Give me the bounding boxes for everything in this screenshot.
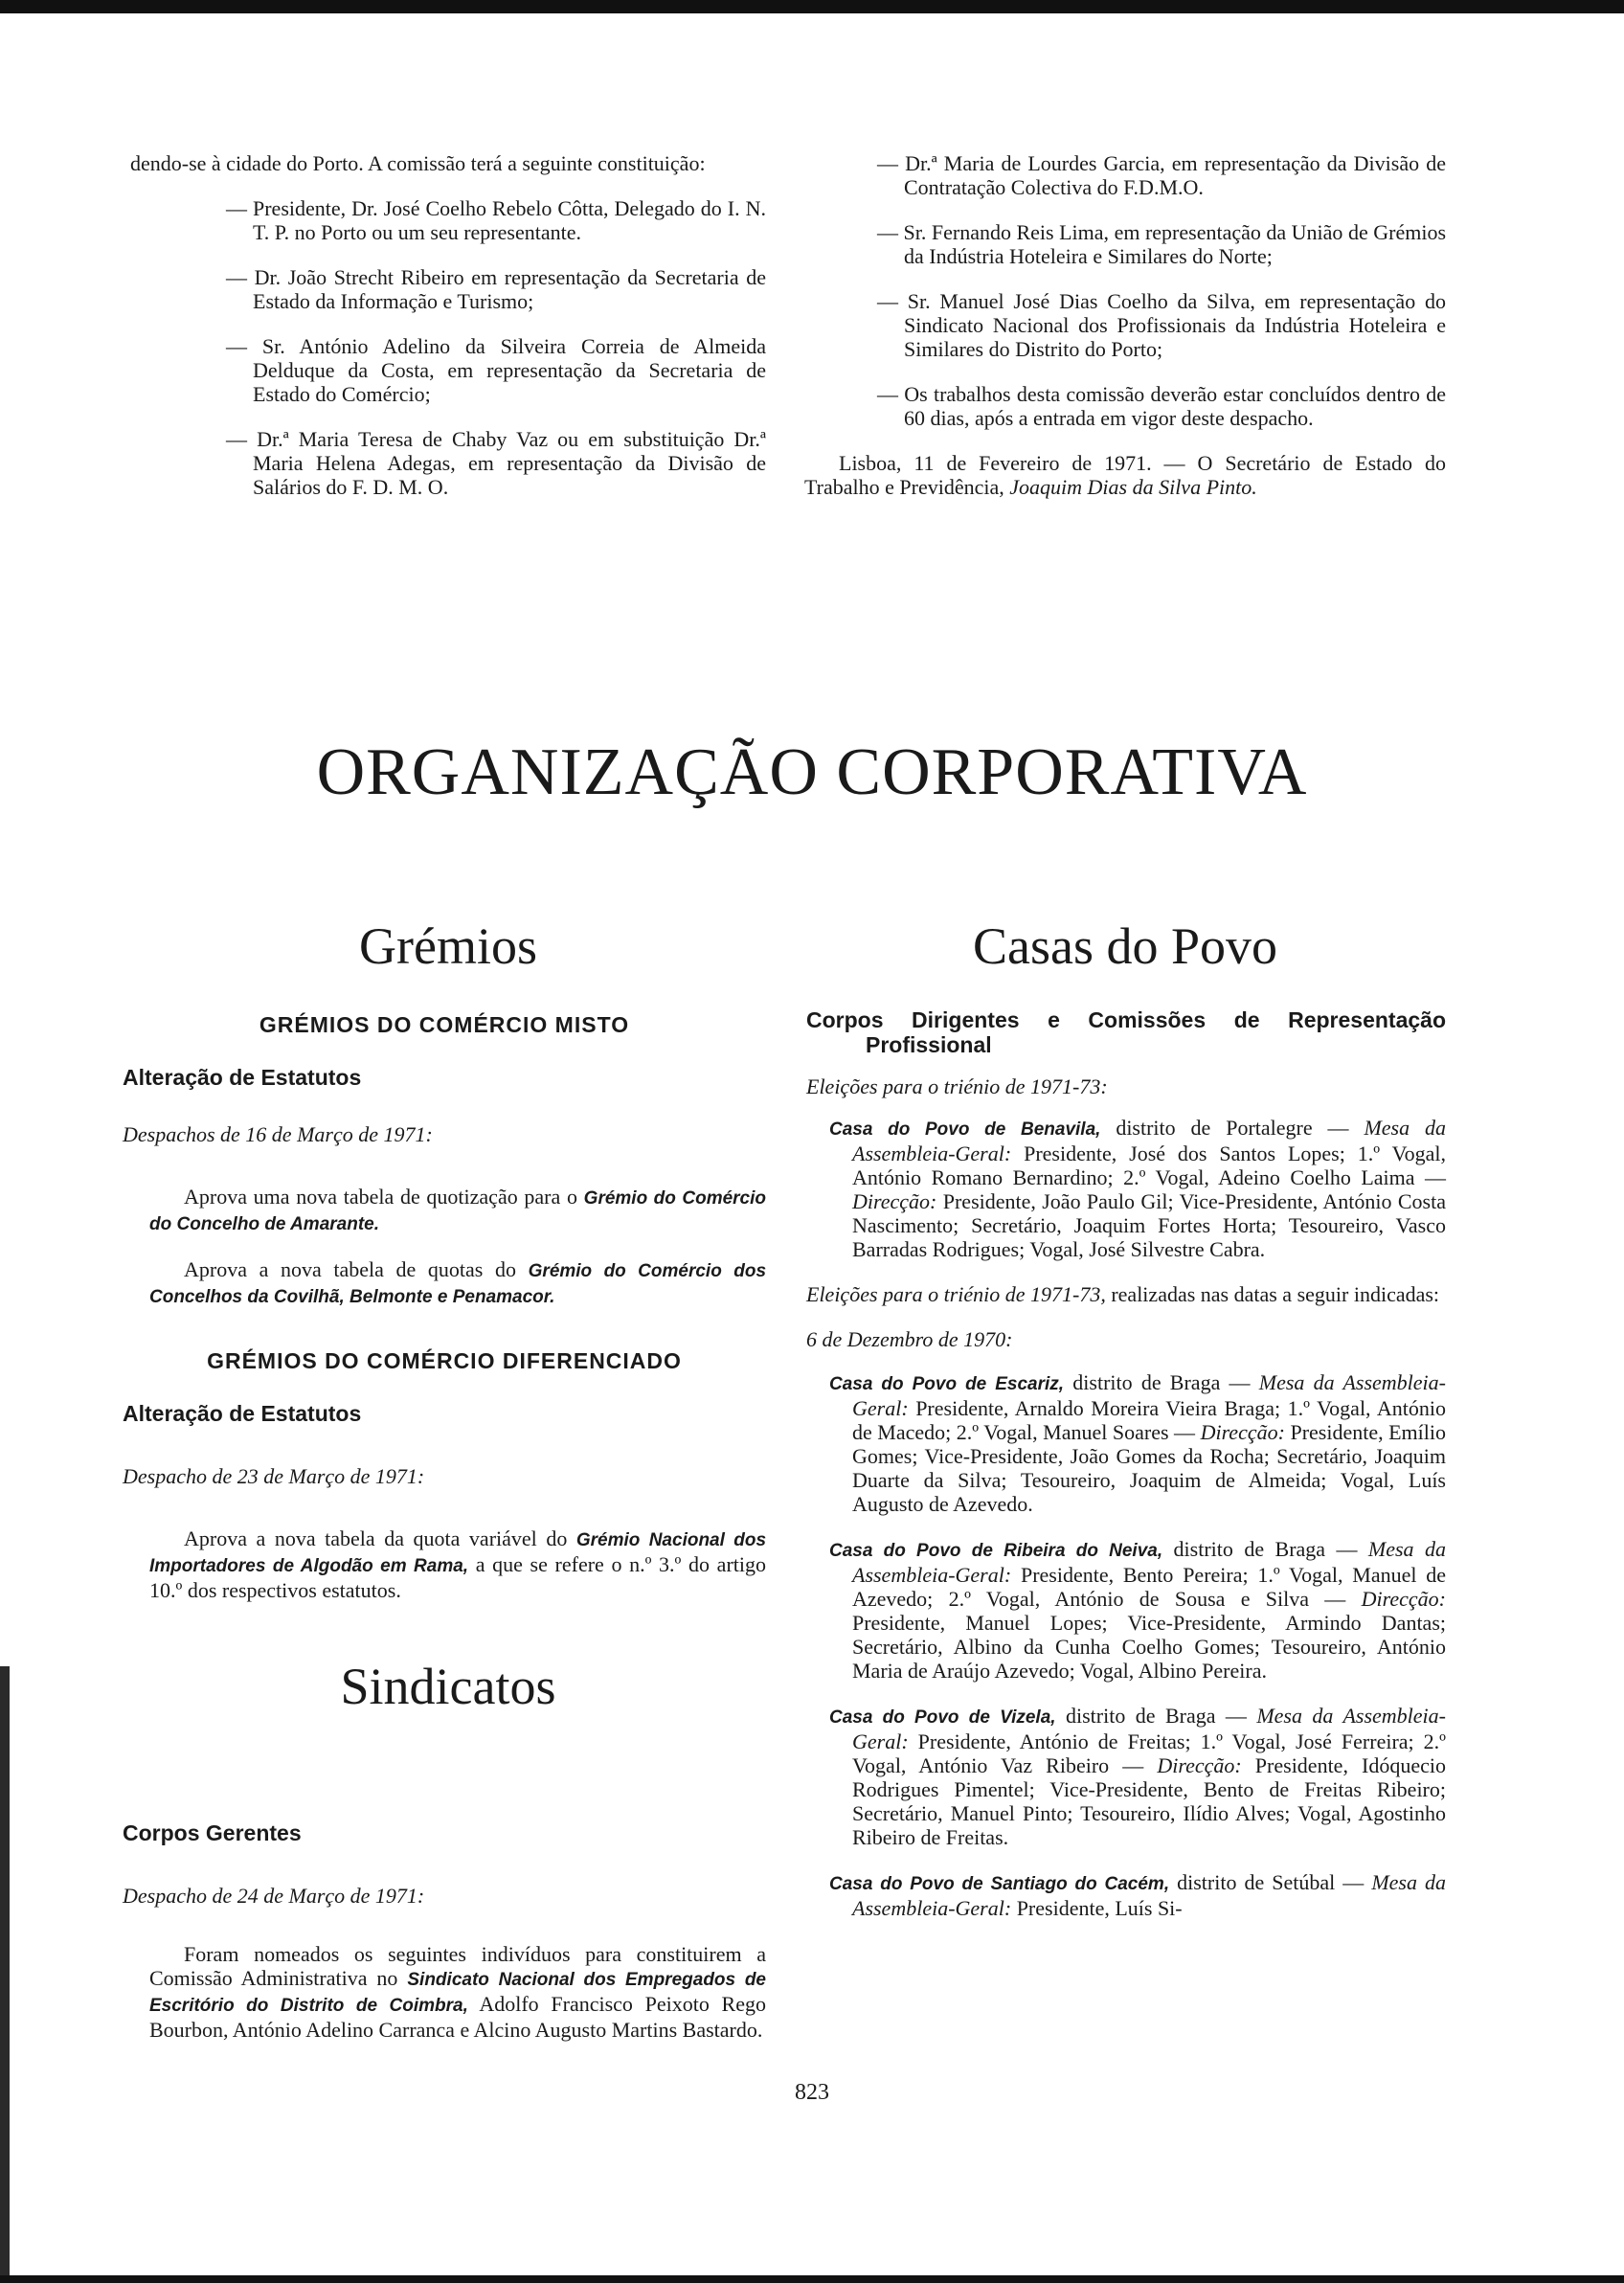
subheading-corpos-gerentes: Corpos Gerentes (123, 1820, 302, 1845)
commission-member: — Dr.ª Maria de Lourdes Garcia, em representação da Divisão de Contratação Colectiva do F.D.M.O. (877, 151, 1446, 199)
closing-paragraph (804, 451, 1446, 499)
casa-entry-santiago-do-cacem: Casa do Povo de Santiago do Cacém, distrito de Setúbal — Mesa da Assembleia-Geral: Presidente, Luís Si- (829, 1870, 1447, 1920)
casa-entry-vizela: Casa do Povo de Vizela, distrito de Braga — Mesa da Assembleia-Geral: Presidente, António de Freitas; 1.º Vogal, José Ferreira; 2.º Vogal, António Vaz Ribeiro — Direcção: Presidente, Idóquecio Rodrigues Pimentel; Vice-Presidente, Bento de Freitas Ribeiro; Secretário, Manuel Pinto; Tesoureiro, Ilídio Alves; Vogal, Agostinho Ribeiro de Freitas. (829, 1704, 1447, 1849)
intro-paragraph: dendo-se à cidade do Porto. A comissão terá a seguinte constituição: (130, 151, 706, 175)
paragraph: Aprova a nova tabela de quotas do Grémio do Comércio dos Concelhos da Covilhã, Belmonte e Penamacor. (149, 1257, 767, 1307)
despacho-line: Despacho de 23 de Março de 1971: (123, 1464, 425, 1488)
paragraph: Foram nomeados os seguintes indivíduos para constituirem a Comissão Administrativa no Sindicato Nacional dos Empregados de Escritório do Distrito de Coimbra, Adolfo Francisco Peixoto Rego Bourbon, António Adelino Carranca e Alcino Augusto Martins Bastardo. (149, 1942, 766, 2042)
casa-name: Casa do Povo de Santiago do Cacém, (829, 1874, 1170, 1894)
scan-edge-top (0, 0, 1624, 13)
left-lower-column (123, 1013, 766, 1623)
eleicoes-line: Eleições para o triénio de 1971-73: (806, 1074, 1108, 1098)
subheading-alteracao: Alteração de Estatutos (123, 1401, 362, 1426)
subheading-alteracao: Alteração de Estatutos (123, 1065, 362, 1090)
paragraph: Aprova a nova tabela da quota variável do Grémio Nacional dos Importadores de Algodão em Rama, a que se refere o n.º 3.º do artigo 10.º dos respectivos estatutos. (149, 1526, 767, 1602)
gremio-name: Grémio do Comércio dos Concelhos da Covilhã, Belmonte e Penamacor. (149, 1261, 767, 1307)
right-lower-column (806, 1007, 1446, 1941)
casa-entry-ribeira-do-neiva: Casa do Povo de Ribeira do Neiva, distrito de Braga — Mesa da Assembleia-Geral: Presidente, Bento Pereira; 1.º Vogal, Manuel de Azevedo; 2.º Vogal, António de Sousa e Silva — Direcção: Presidente, Manuel Lopes; Vice-Presidente, Armindo Dantas; Secretário, Albino da Cunha Coelho Gomes; Tesoureiro, António Maria de Araújo Azevedo; Vogal, Albino Pereira. (829, 1537, 1446, 1683)
casa-name: Casa do Povo de Vizela, (829, 1707, 1056, 1728)
commission-member: — Sr. António Adelino da Silveira Correia de Almeida Delduque da Costa, em representação da Secretaria de Estado do Comércio; (226, 334, 766, 406)
scan-edge-bottom (0, 2275, 1624, 2283)
gremio-name: Grémio Nacional dos Importadores de Algodão em Rama, (149, 1530, 767, 1576)
casa-name: Casa do Povo de Ribeira do Neiva, (829, 1541, 1163, 1561)
sindicatos-column (123, 1821, 766, 2063)
paragraph: Aprova uma nova tabela de quotização para o Grémio do Comércio do Concelho de Amarante. (149, 1185, 766, 1234)
closing-signature: Joaquim Dias da Silva Pinto. (1009, 475, 1257, 499)
section-heading-corpos: Corpos Dirigentes e Comissões de Representação Profissional (806, 1007, 1446, 1057)
sindicatos-title: Sindicatos (340, 1658, 556, 1715)
page-number: 823 (795, 2080, 829, 2105)
sindicato-name: Sindicato Nacional dos Empregados de Escritório do Distrito de Coimbra, (149, 1970, 766, 2016)
commission-member: — Dr.ª Maria Teresa de Chaby Vaz ou em substituição Dr.ª Maria Helena Adegas, em representação da Divisão de Salários do F. D. M. O. (226, 427, 766, 499)
despacho-line: Despacho de 24 de Março de 1971: (123, 1884, 425, 1908)
commission-member: — Dr. João Strecht Ribeiro em representação da Secretaria de Estado da Informação e Turismo; (226, 265, 766, 313)
eleicoes-paragraph: Eleições para o triénio de 1971-73, realizadas nas datas a seguir indicadas: (806, 1282, 1440, 1306)
casa-entry-benavila: Casa do Povo de Benavila, distrito de Portalegre — Mesa da Assembleia-Geral: Presidente, José dos Santos Lopes; 1.º Vogal, António Romano Bernardino; 2.º Vogal, Adeino Coelho Laima — Direcção: Presidente, João Paulo Gil; Vice-Presidente, António Costa Nascimento; Secretário, Joaquim Fortes Horta; Tesoureiro, Vasco Barradas Rodrigues; Vogal, José Silvestre Cabra. (829, 1116, 1446, 1261)
casa-name: Casa do Povo de Benavila, (829, 1119, 1101, 1140)
commission-deadline: — Os trabalhos desta comissão deverão estar concluídos dentro de 60 dias, após a entrada em vigor deste despacho. (877, 382, 1446, 430)
closing-text: Lisboa, 11 de Fevereiro de 1971. — O Secretário de Estado do Trabalho e Previdência, (804, 451, 1446, 499)
gremios-title: Grémios (359, 917, 537, 975)
scan-edge-left (0, 1666, 10, 2279)
casa-entry-escariz: Casa do Povo de Escariz, distrito de Braga — Mesa da Assembleia-Geral: Presidente, Arnaldo Moreira Vieira Braga; 1.º Vogal, António de Macedo; 2.º Vogal, Manuel Soares — Direcção: Presidente, Emílio Gomes; Vice-Presidente, João Gomes da Rocha; Secretário, Joaquim Duarte da Silva; Tesoureiro, Joaquim de Almeida; Vogal, Luís Augusto de Azevedo. (829, 1370, 1446, 1516)
commission-member: — Sr. Fernando Reis Lima, em representação da União de Grémios da Indústria Hoteleira e Similares do Norte; (877, 220, 1446, 268)
gremio-name: Grémio do Comércio do Concelho de Amarante. (149, 1188, 766, 1234)
commission-member: — Sr. Manuel José Dias Coelho da Silva, em representação do Sindicato Nacional dos Profissionais da Indústria Hoteleira e Similares do Distrito do Porto; (877, 289, 1446, 361)
despacho-line: Despachos de 16 de Março de 1971: (123, 1122, 433, 1146)
casas-title: Casas do Povo (972, 917, 1277, 975)
casa-name: Casa do Povo de Escariz, (829, 1374, 1065, 1394)
page-title: ORGANIZAÇÃO CORPORATIVA (316, 735, 1308, 809)
date-line: 6 de Dezembro de 1970: (806, 1327, 1013, 1351)
commission-member: — Presidente, Dr. José Coelho Rebelo Côtta, Delegado do I. N. T. P. no Porto ou um seu representante. (226, 196, 766, 244)
top-right-column (804, 151, 1446, 520)
section-heading-diferenciado: GRÉMIOS DO COMÉRCIO DIFERENCIADO (207, 1348, 682, 1373)
section-heading-misto: GRÉMIOS DO COMÉRCIO MISTO (259, 1012, 630, 1037)
top-left-column (130, 151, 766, 520)
